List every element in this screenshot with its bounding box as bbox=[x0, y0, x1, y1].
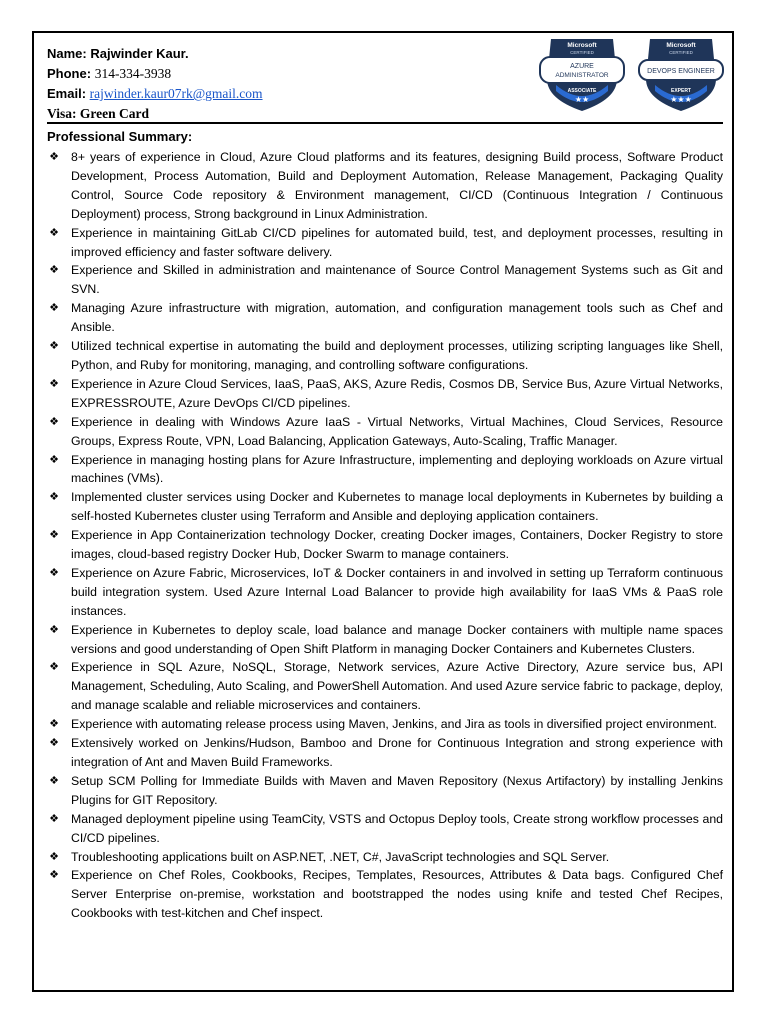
badge-level: ASSOCIATE bbox=[567, 88, 597, 94]
diamond-bullet-icon: ❖ bbox=[49, 774, 59, 787]
list-item-text: Managing Azure infrastructure with migration, automation, and configuration management tools such as Chef and Ansible. bbox=[71, 301, 723, 335]
name-value: Rajwinder Kaur. bbox=[90, 46, 189, 61]
list-item bbox=[47, 413, 723, 451]
list-item bbox=[47, 148, 723, 224]
list-item-text: Experience with automating release process using Maven, Jenkins, and Jira as tools in diversified project environment. bbox=[71, 717, 717, 732]
list-item-text: Experience in dealing with Windows Azure IaaS - Virtual Networks, Virtual Machines, Cloud Services, Resource Groups, Express Route, VPN, Load Balancing, Application Gateways, Auto-Scaling, Traffic Manager. bbox=[71, 414, 723, 448]
phone-value: 314-334-3938 bbox=[94, 66, 172, 81]
diamond-bullet-icon: ❖ bbox=[49, 377, 59, 390]
diamond-bullet-icon: ❖ bbox=[49, 415, 59, 428]
resume-page bbox=[32, 31, 734, 992]
list-item-text: Experience on Chef Roles, Cookbooks, Recipes, Templates, Resources, Attributes & Data bags. Configured Chef Server Enterprise on-premise, workstation and bootstrapped the nodes using knife and tested Chef Recipes, Cookbooks with test-kitchen and Chef inspect. bbox=[71, 868, 723, 921]
list-item bbox=[47, 224, 723, 262]
visa-line: Visa: Green Card bbox=[47, 106, 150, 121]
diamond-bullet-icon: ❖ bbox=[49, 529, 59, 542]
header-divider bbox=[47, 122, 723, 124]
phone-line: Phone: 314-334-3938 bbox=[47, 66, 172, 81]
diamond-bullet-icon: ❖ bbox=[49, 566, 59, 579]
badge-title-1: AZURE bbox=[570, 63, 594, 70]
badge-brand: Microsoft bbox=[666, 42, 696, 49]
list-item bbox=[47, 866, 723, 923]
contact-block bbox=[47, 44, 263, 124]
diamond-bullet-icon: ❖ bbox=[49, 850, 59, 863]
diamond-bullet-icon: ❖ bbox=[49, 623, 59, 636]
list-item bbox=[47, 261, 723, 299]
diamond-bullet-icon: ❖ bbox=[49, 264, 59, 277]
diamond-bullet-icon: ❖ bbox=[49, 869, 59, 882]
list-item bbox=[47, 734, 723, 772]
list-item-text: Implemented cluster services using Docker and Kubernetes to manage local deployments in Kubernetes by building a self-hosted Kubernetes cluster using Terraform and Ansible and deploying application containers. bbox=[71, 490, 723, 524]
name-line: Name: Rajwinder Kaur. bbox=[47, 46, 189, 61]
list-item bbox=[47, 810, 723, 848]
list-item bbox=[47, 658, 723, 715]
badge-title-2: ADMINISTRATOR bbox=[555, 72, 609, 79]
list-item bbox=[47, 621, 723, 659]
email-link[interactable]: rajwinder.kaur07rk@gmail.com bbox=[89, 86, 263, 101]
list-item bbox=[47, 848, 723, 867]
badge-brand: Microsoft bbox=[567, 42, 597, 49]
list-item-text: Experience in Kubernetes to deploy scale, load balance and manage Docker containers with multiple name spaces versions and good understanding of Open Shift Platform in managing Docker Containers and Kubernetes Clusters. bbox=[71, 622, 723, 656]
list-item bbox=[47, 772, 723, 810]
stars-icon: ★★★ bbox=[670, 95, 692, 104]
badge-title-1: DEVOPS ENGINEER bbox=[647, 68, 715, 75]
section-title: Professional Summary: bbox=[47, 129, 193, 144]
list-item-text: 8+ years of experience in Cloud, Azure Cloud platforms and its features, designing Build process, Software Product Development, Process Automation, Build and Deployment Automation, Release Management, Packaging Quality Control, Source Code repository & Environment management, CI/CD (Continuous Integration / Continuous Deployment) process, Strong background in Linux Administration. bbox=[71, 150, 723, 221]
phone-label: Phone bbox=[47, 66, 87, 81]
visa-value: Green Card bbox=[79, 106, 150, 121]
summary-list bbox=[47, 148, 723, 923]
diamond-bullet-icon: ❖ bbox=[49, 302, 59, 315]
email-label: Email bbox=[47, 86, 82, 101]
list-item bbox=[47, 715, 723, 734]
list-item-text: Setup SCM Polling for Immediate Builds with Maven and Maven Repository (Nexus Artifactory) by installing Jenkins Plugins for GIT Repository. bbox=[71, 773, 723, 807]
diamond-bullet-icon: ❖ bbox=[49, 453, 59, 466]
diamond-bullet-icon: ❖ bbox=[49, 340, 59, 353]
list-item bbox=[47, 488, 723, 526]
list-item-text: Experience and Skilled in administration and maintenance of Source Control Management Systems such as Git and SVN. bbox=[71, 263, 723, 297]
list-item-text: Experience on Azure Fabric, Microservices, IoT & Docker containers in and involved in setting up Terraform continuous build integration system. Used Azure Internal Load Balancer to provide high availability for IaaS VMs & PaaS role instances. bbox=[71, 565, 723, 618]
diamond-bullet-icon: ❖ bbox=[49, 718, 59, 731]
diamond-bullet-icon: ❖ bbox=[49, 491, 59, 504]
list-item-text: Extensively worked on Jenkins/Hudson, Bamboo and Drone for Continuous Integration and strong experience with integration of Ant and Maven Build Frameworks. bbox=[71, 736, 723, 769]
list-item-text: Experience in App Containerization technology Docker, creating Docker images, Containers, Docker Registry to store images, cloud-based registry Docker Hub, Docker Swarm to manage containers. bbox=[71, 528, 723, 562]
list-item-text: Experience in maintaining GitLab CI/CD pipelines for automated build, test, and deployment processes, resulting in improved efficiency and faster software delivery. bbox=[71, 225, 723, 259]
list-item-text: Experience in managing hosting plans for Azure Infrastructure, implementing and deploying workloads on Azure virtual machines (VMs). bbox=[71, 452, 723, 486]
list-item bbox=[47, 299, 723, 337]
diamond-bullet-icon: ❖ bbox=[49, 226, 59, 239]
badge-sub: CERTIFIED bbox=[669, 50, 693, 55]
list-item bbox=[47, 375, 723, 413]
list-item bbox=[47, 337, 723, 375]
visa-label: Visa bbox=[47, 106, 73, 121]
azure-administrator-badge bbox=[539, 35, 625, 113]
list-item bbox=[47, 451, 723, 489]
list-item bbox=[47, 564, 723, 621]
badge-level: EXPERT bbox=[670, 88, 692, 94]
diamond-bullet-icon: ❖ bbox=[49, 661, 59, 674]
diamond-bullet-icon: ❖ bbox=[49, 737, 59, 750]
stars-icon: ★★ bbox=[574, 95, 590, 104]
email-line: Email: rajwinder.kaur07rk@gmail.com bbox=[47, 86, 263, 101]
list-item bbox=[47, 526, 723, 564]
diamond-bullet-icon: ❖ bbox=[49, 812, 59, 825]
list-item-text: Managed deployment pipeline using TeamCity, VSTS and Octopus Deploy tools, Create strong workflow processes and CI/CD pipelines. bbox=[71, 811, 723, 845]
devops-engineer-badge bbox=[638, 35, 724, 113]
list-item-text: Utilized technical expertise in automating the build and deployment processes, utilizing scripting languages like Shell, Python, and Ruby for monitoring, managing, and controlling software configurations. bbox=[71, 339, 723, 372]
list-item-text: Experience in Azure Cloud Services, IaaS, PaaS, AKS, Azure Redis, Cosmos DB, Service Bus, Azure Virtual Networks, EXPRESSROUTE, Azure DevOps CI/CD pipelines. bbox=[71, 376, 723, 410]
badge-sub: CERTIFIED bbox=[570, 50, 594, 55]
name-label: Name bbox=[47, 46, 83, 61]
list-item-text: Experience in SQL Azure, NoSQL, Storage, Network services, Azure Active Directory, Azure service bus, API Management, Scheduling, Auto Scaling, and PowerShell Automation. And used Azure service fabric to package, deploy, and manage scalable and reliable microservices and containers. bbox=[71, 660, 723, 713]
list-item-text: Troubleshooting applications built on ASP.NET, .NET, C#, JavaScript technologies and SQL Server. bbox=[71, 849, 610, 864]
diamond-bullet-icon: ❖ bbox=[49, 151, 59, 163]
